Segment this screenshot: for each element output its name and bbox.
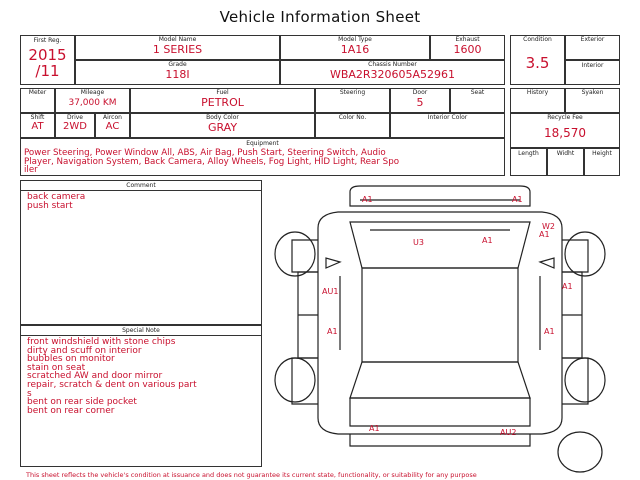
special-note-line-1: front windshield with stone chips <box>27 337 176 347</box>
first-reg-month: /11 <box>35 62 60 80</box>
mileage-label: Mileage <box>80 89 105 96</box>
chassis-label: Chassis Number <box>368 61 417 68</box>
model-name-label: Model Name <box>158 36 197 43</box>
damage-mark: W2 <box>542 222 555 231</box>
exhaust-value: 1600 <box>453 43 482 56</box>
mileage-value: 37,000 KM <box>68 98 117 108</box>
syaken-label: Syaken <box>581 89 604 96</box>
drive-value: 2WD <box>63 121 87 132</box>
shift-label: Shift <box>30 114 45 121</box>
body-color-label: Body Color <box>206 114 239 121</box>
special-note-line-9: bent on rear corner <box>27 405 115 416</box>
width-label: Widht <box>556 150 575 157</box>
drive-label: Drive <box>67 114 83 121</box>
special-note-line-8: bent on rear side pocket <box>27 397 137 408</box>
special-note-line-5: scratched AW and door mirror <box>27 371 163 382</box>
chassis-value: WBA2R320605A52961 <box>329 68 456 81</box>
interior-color-label: Interior Color <box>427 114 468 121</box>
damage-mark: A1 <box>562 282 573 291</box>
length-label: Length <box>518 150 539 157</box>
first-reg-label: First Reg. <box>33 37 62 44</box>
damage-mark: A1 <box>544 327 555 336</box>
door-label: Door <box>412 89 428 96</box>
model-type-value: 1A16 <box>340 43 370 56</box>
door-value: 5 <box>416 96 424 109</box>
special-note-line-3: bubbles on monitor <box>27 354 115 365</box>
condition-label: Condition <box>523 36 552 43</box>
fuel-label: Fuel <box>216 89 229 96</box>
aircon-label: Aircon <box>103 114 122 121</box>
interior-label: Interior <box>581 62 604 69</box>
condition-value: 3.5 <box>525 54 550 72</box>
special-note-line-2: dirty and scuff on interior <box>27 345 142 356</box>
aircon-value: AC <box>105 121 120 132</box>
damage-mark: U3 <box>413 238 424 247</box>
special-note-label: Special Note <box>21 326 261 336</box>
shift-value: AT <box>31 121 44 132</box>
page-title: Vehicle Information Sheet <box>219 8 421 26</box>
grade-label: Grade <box>168 61 187 68</box>
damage-mark: AU2 <box>500 428 517 437</box>
first-reg-year: 2015 <box>28 46 67 64</box>
equipment-line-1: Power Steering, Power Window All, ABS, Air Bag, Push Start, Steering Switch, Audio <box>24 148 386 158</box>
comment-line-1: back camera <box>27 192 86 202</box>
special-note-line-4: stain on seat <box>27 362 86 373</box>
model-name-value: 1 SERIES <box>152 43 203 56</box>
recycle-fee-label: Recycle Fee <box>547 114 583 121</box>
special-note-line-6: repair, scratch & dent on various part <box>27 379 197 390</box>
steering-label: Steering <box>339 89 366 96</box>
fuel-value: PETROL <box>201 96 244 109</box>
height-label: Height <box>592 150 612 157</box>
footer-disclaimer: This sheet reflects the vehicle's condition at issuance and does not guarantee its current state, functionality, or suitability for any purpose <box>26 471 477 479</box>
model-type-label: Model Type <box>338 36 372 43</box>
equipment-line-3: iler <box>24 165 38 176</box>
equipment-label: Equipment <box>246 140 279 147</box>
comment-line-2: push start <box>27 200 73 211</box>
damage-mark: A1 <box>327 327 338 336</box>
comment-label: Comment <box>21 181 261 191</box>
body-color-value: GRAY <box>207 121 238 134</box>
seat-label: Seat <box>470 89 485 96</box>
recycle-fee-value: 18,570 <box>544 126 586 140</box>
grade-value: 118I <box>165 68 190 81</box>
damage-mark: A1 <box>539 230 550 239</box>
history-label: History <box>526 89 549 96</box>
damage-mark: A1 <box>362 195 373 204</box>
damage-mark: AU1 <box>322 287 339 296</box>
exhaust-label: Exhaust <box>455 36 480 43</box>
meter-label: Meter <box>28 89 47 96</box>
special-note-line-7: s <box>27 388 32 399</box>
equipment-line-2: Player, Navigation System, Back Camera, Alloy Wheels, Fog Light, HID Light, Rear Spo <box>24 156 400 167</box>
damage-mark: A1 <box>369 424 380 433</box>
damage-mark: A1 <box>482 236 493 245</box>
exterior-label: Exterior <box>580 36 605 43</box>
damage-mark: A1 <box>512 195 523 204</box>
color-no-label: Color No. <box>338 114 367 121</box>
